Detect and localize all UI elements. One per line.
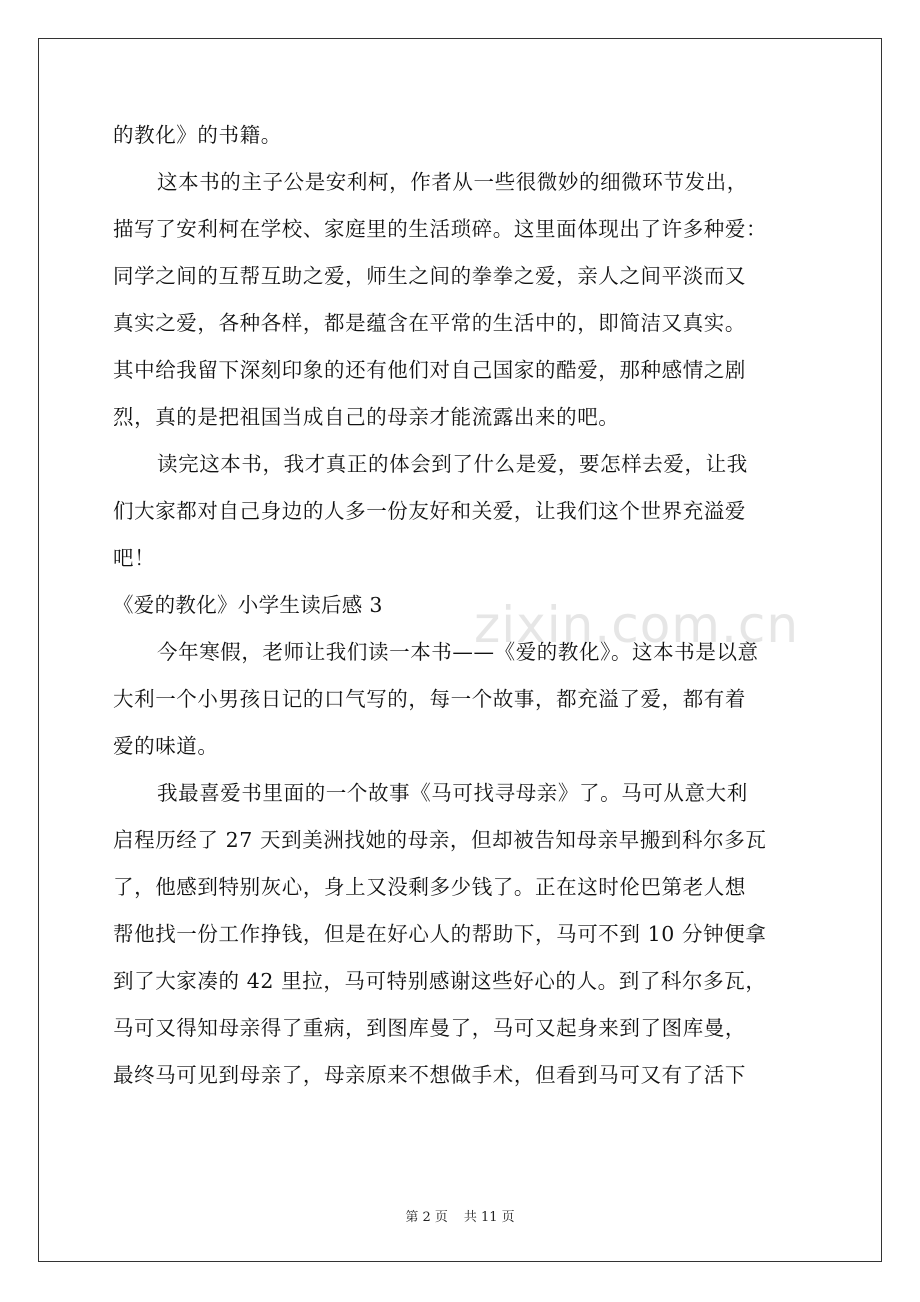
text-line-18: 帮他找一份工作挣钱，但是在好心人的帮助下，马可不到 10 分钟便拿 — [113, 922, 767, 946]
text-line-19: 到了大家凑的 42 里拉，马可特别感谢这些好心的人。到了科尔多瓦， — [113, 969, 767, 993]
text-line-14: 爱的味道。 — [113, 734, 219, 758]
page-footer — [0, 1206, 920, 1225]
text-line-5: 真实之爱，各种各样，都是蕴含在平常的生活中的，即简洁又真实。 — [113, 311, 746, 335]
text-line-1: 的教化》的书籍。 — [113, 123, 282, 147]
text-line-17: 了，他感到特别灰心，身上又没剩多少钱了。正在这时伦巴第老人想 — [113, 875, 746, 899]
text-line-3: 描写了安利柯在学校、家庭里的生活琐碎。这里面体现出了许多种爱： — [113, 217, 768, 241]
text-line-9: 们大家都对自己身边的人多一份友好和关爱，让我们这个世界充溢爱 — [113, 499, 746, 523]
text-line-10: 吧！ — [113, 546, 156, 570]
section-heading: 《爱的教化》小学生读后感 3 — [113, 593, 383, 617]
text-line-12: 今年寒假，老师让我们读一本书——《爱的教化》。这本书是以意 — [157, 640, 759, 664]
text-line-7: 烈，真的是把祖国当成自己的母亲才能流露出来的吧。 — [113, 405, 620, 429]
page-number: 第 2 页 — [405, 1210, 448, 1225]
page-total: 共 11 页 — [463, 1210, 515, 1225]
text-line-8: 读完这本书，我才真正的体会到了什么是爱，要怎样去爱，让我 — [157, 452, 748, 476]
text-line-20: 马可又得知母亲得了重病，到图库曼了，马可又起身来到了图库曼， — [113, 1016, 746, 1040]
text-line-4: 同学之间的互帮互助之爱，师生之间的拳拳之爱，亲人之间平淡而又 — [113, 264, 746, 288]
document-body — [113, 112, 813, 1099]
text-line-16: 启程历经了 27 天到美洲找她的母亲，但却被告知母亲早搬到科尔多瓦 — [113, 828, 767, 852]
text-line-15: 我最喜爱书里面的一个故事《马可找寻母亲》了。马可从意大利 — [157, 781, 748, 805]
text-line-6: 其中给我留下深刻印象的还有他们对自己国家的酷爱，那种感情之剧 — [113, 358, 746, 382]
text-line-21: 最终马可见到母亲了，母亲原来不想做手术，但看到马可又有了活下 — [113, 1063, 746, 1087]
watermark: zixin.com.cn — [474, 596, 800, 654]
text-line-2: 这本书的主子公是安利柯，作者从一些很微妙的细微环节发出， — [157, 170, 748, 194]
text-line-13: 大利一个小男孩日记的口气写的，每一个故事，都充溢了爱，都有着 — [113, 687, 746, 711]
